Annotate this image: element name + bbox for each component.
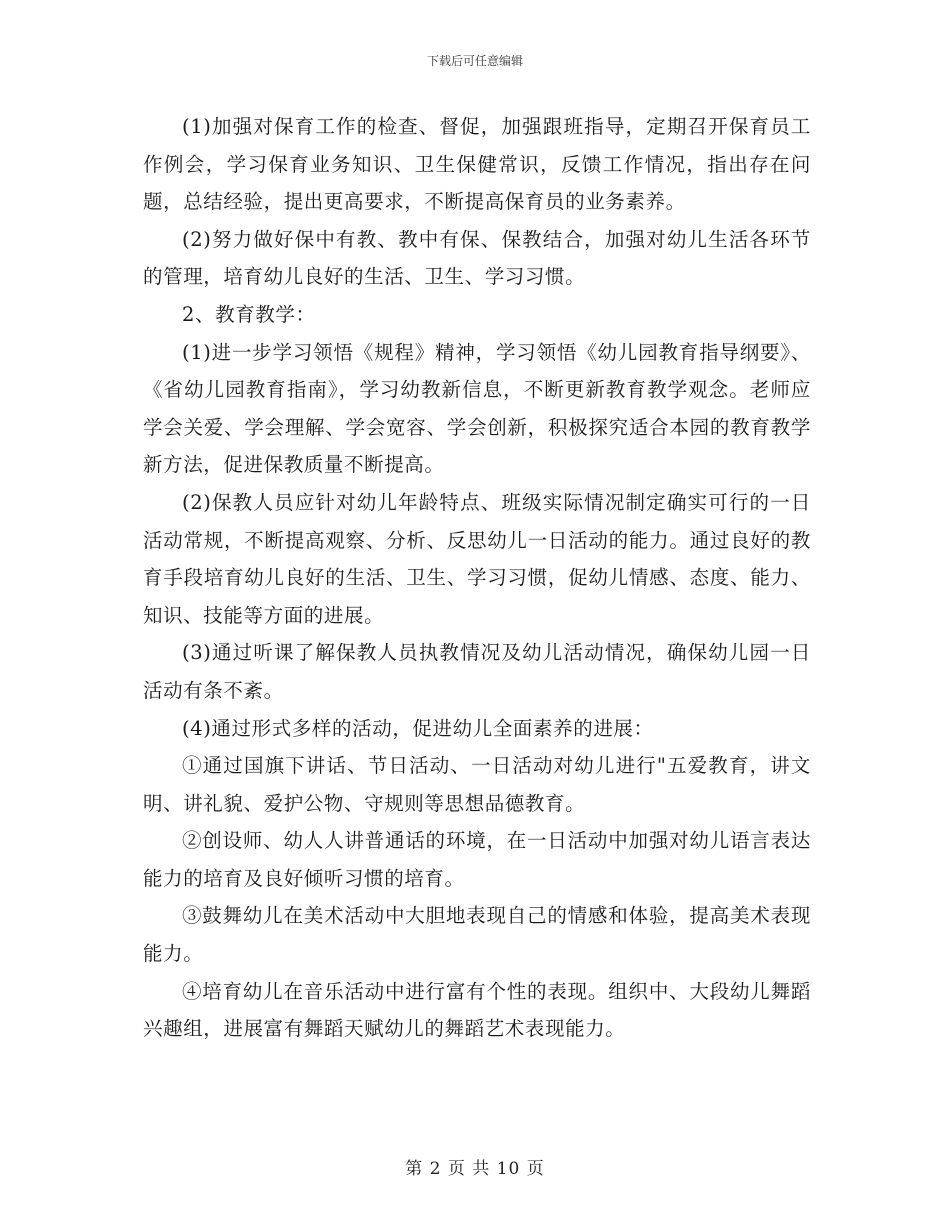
paragraph: (2)努力做好保中有教、教中有保、保教结合，加强对幼儿生活各环节的管理，培育幼儿良好的生活、卫生、学习习惯。 xyxy=(143,227,811,289)
list-item: ④培育幼儿在音乐活动中进行富有个性的表现。组织中、大段幼儿舞蹈兴趣组，进展富有舞蹈天赋幼儿的舞蹈艺术表现能力。 xyxy=(143,979,811,1041)
list-item: ③鼓舞幼儿在美术活动中大胆地表现自己的情感和体验，提高美术表现能力。 xyxy=(143,904,811,966)
page-header: 下载后可任意编辑 xyxy=(426,54,523,68)
paragraph: (2)保教人员应针对幼儿年龄特点、班级实际情况制定确实可行的一日活动常规，不断提高观察、分析、反思幼儿一日活动的能力。通过良好的教育手段培育幼儿良好的生活、卫生、学习习惯，促幼儿情感、态度、能力、知识、技能等方面的进展。 xyxy=(143,490,811,627)
paragraph: (4)通过形式多样的活动，促进幼儿全面素养的进展： xyxy=(182,716,654,740)
document-body xyxy=(143,108,811,1048)
paragraph: (3)通过听课了解保教人员执教情况及幼儿活动情况，确保幼儿园一日活动有条不紊。 xyxy=(143,641,811,702)
paragraph: (1)进一步学习领悟《规程》精神，学习领悟《幼儿园教育指导纲要》、《省幼儿园教育指南》，学习幼教新信息，不断更新教育教学观念。老师应学会关爱、学会理解、学会宽容、学会创新，积极探究适合本园的教育教学新方法，促进保教质量不断提高。 xyxy=(143,340,811,477)
list-item: ①通过国旗下讲话、节日活动、一日活动对幼儿进行"五爱教育，讲文明、讲礼貌、爱护公物、守规则等思想品德教育。 xyxy=(143,754,811,815)
list-item: ②创设师、幼人人讲普通话的环境，在一日活动中加强对幼儿语言表达能力的培育及良好倾听习惯的培育。 xyxy=(143,829,811,890)
section-heading: 2、教育教学： xyxy=(182,302,316,326)
page-number: 第 2 页 共 10 页 xyxy=(405,1159,545,1179)
paragraph: (1)加强对保育工作的检查、督促，加强跟班指导，定期召开保育员工作例会，学习保育业务知识、卫生保健常识，反馈工作情况，指出存在问题，总结经验，提出更高要求，不断提高保育员的业务素养。 xyxy=(143,115,811,214)
